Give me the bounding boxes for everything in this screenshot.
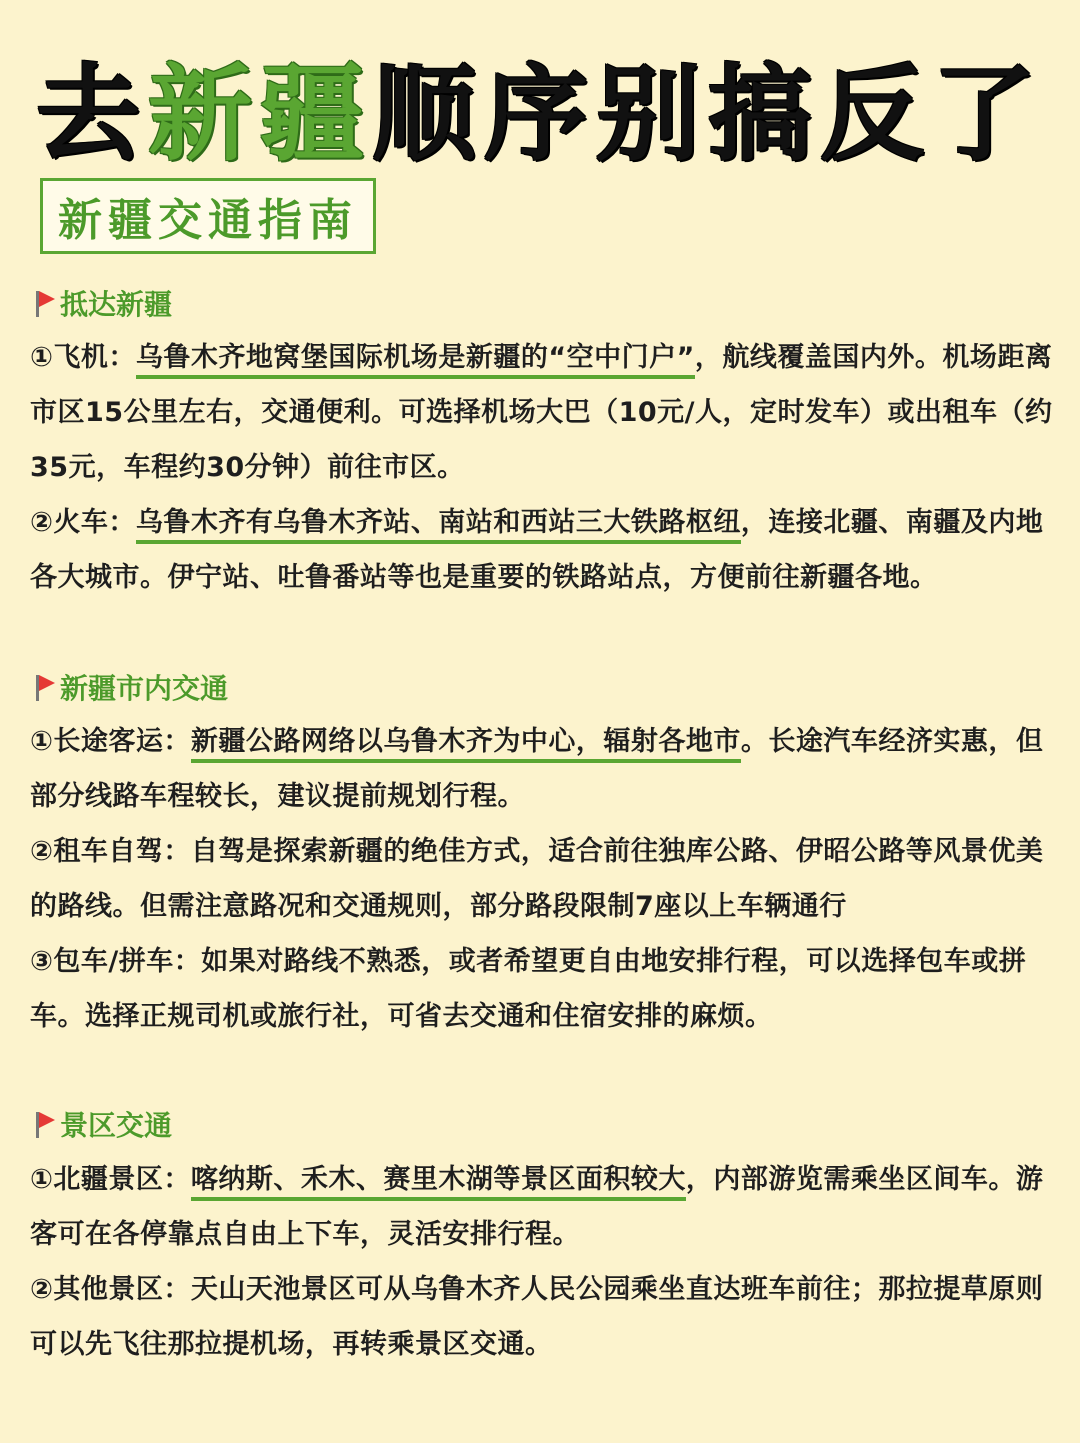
- item-prefix: ①长途客运：: [30, 726, 191, 757]
- item-text: ，航线覆盖国内外。机场距离市区15公里左右，交通便利。可选择机场大巴（10元/人，定时发车）或出租车（约35元，车程约30分钟）前往市区。: [30, 342, 1053, 483]
- section-heading-arrival: [34, 283, 172, 323]
- item-highlight: 乌鲁木齐地窝堡国际机场是新疆的“空中门户”: [136, 342, 695, 379]
- item-text: 如果对路线不熟悉，或者希望更自由地安排行程，可以选择包车或拼车。选择正规司机或旅行社，可省去交通和住宿安排的麻烦。: [30, 946, 1027, 1032]
- paragraph-charter: [30, 934, 1060, 1044]
- paragraph-plane: [30, 330, 1060, 495]
- item-prefix: ①北疆景区：: [30, 1164, 191, 1195]
- section-heading-label: 新疆市内交通: [60, 672, 229, 705]
- page-title: [0, 40, 1080, 175]
- paragraph-self-drive: [30, 824, 1060, 934]
- item-highlight: 喀纳斯、禾木、赛里木湖等景区面积较大: [191, 1164, 686, 1201]
- flag-icon: [34, 673, 56, 701]
- item-prefix: ②租车自驾：: [30, 836, 191, 867]
- item-prefix: ②其他景区：: [30, 1274, 191, 1305]
- item-text: 天山天池景区可从乌鲁木齐人民公园乘坐直达班车前往；那拉提草原则可以先飞往那拉提机场，再转乘景区交通。: [30, 1274, 1044, 1360]
- flag-icon: [34, 289, 56, 317]
- item-text: ，内部游览需乘坐区间车。游客可在各停靠点自由上下车，灵活安排行程。: [30, 1164, 1044, 1250]
- title-part-2: 新疆: [147, 52, 372, 175]
- item-prefix: ③包车/拼车：: [30, 946, 202, 977]
- paragraph-north-scenic: [30, 1152, 1060, 1262]
- item-prefix: ①飞机：: [30, 342, 136, 373]
- title-part-3: 顺序别搞反了: [372, 52, 1045, 175]
- section-heading-label: 抵达新疆: [60, 288, 173, 321]
- section-heading-city-transport: [34, 667, 228, 707]
- item-text: ，连接北疆、南疆及内地各大城市。伊宁站、吐鲁番站等也是重要的铁路站点，方便前往新疆各地。: [30, 507, 1044, 593]
- subtitle-box: [40, 178, 376, 254]
- item-highlight: 乌鲁木齐有乌鲁木齐站、南站和西站三大铁路枢纽: [136, 507, 741, 544]
- subtitle: 新疆交通指南: [58, 195, 358, 246]
- flag-icon: [34, 1110, 56, 1138]
- paragraph-other-scenic: [30, 1262, 1060, 1372]
- paragraph-long-distance-bus: [30, 714, 1060, 824]
- paragraph-train: [30, 495, 1060, 605]
- section-heading-label: 景区交通: [60, 1109, 173, 1142]
- item-text: 自驾是探索新疆的绝佳方式，适合前往独库公路、伊昭公路等风景优美的路线。但需注意路况和交通规则，部分路段限制7座以上车辆通行: [30, 836, 1044, 922]
- section-heading-scenic-transport: [34, 1104, 172, 1144]
- item-text: 。长途汽车经济实惠，但部分线路车程较长，建议提前规划行程。: [30, 726, 1044, 812]
- item-highlight: 新疆公路网络以乌鲁木齐为中心，辐射各地市: [191, 726, 741, 763]
- item-prefix: ②火车：: [30, 507, 136, 538]
- title-part-1: 去: [35, 52, 148, 175]
